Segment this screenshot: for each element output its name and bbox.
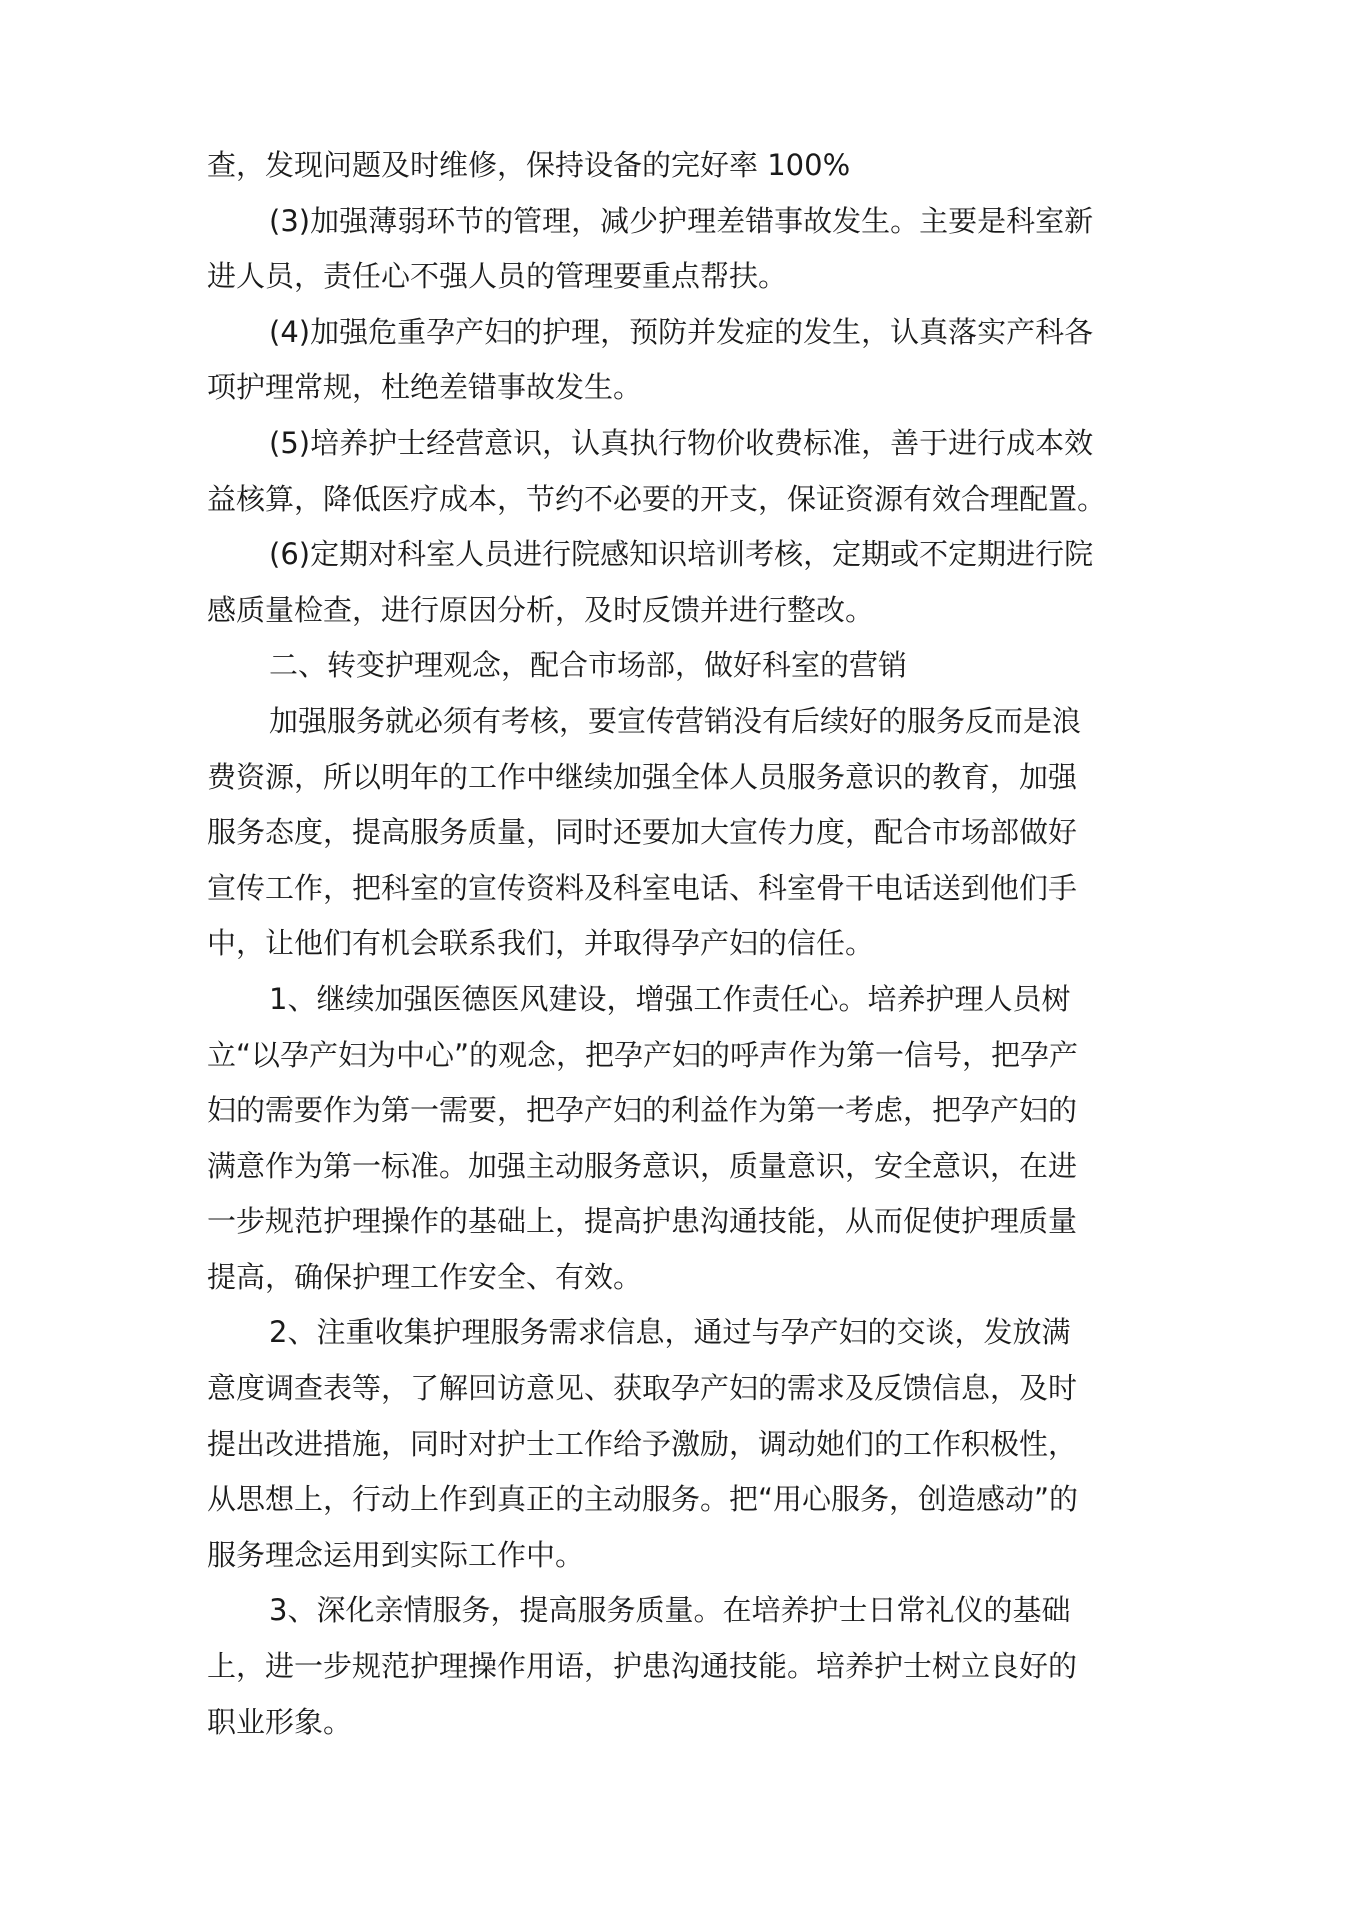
text-line: 费资源，所以明年的工作中继续加强全体人员服务意识的教育，加强 (207, 759, 1078, 794)
text-line: 意度调查表等，了解回访意见、获取孕产妇的需求及反馈信息，及时 (207, 1371, 1078, 1406)
text-line: 3、深化亲情服务，提高服务质量。在培养护士日常礼仪的基础 (269, 1593, 1071, 1628)
text-line: (3)加强薄弱环节的管理，减少护理差错事故发生。主要是科室新 (269, 203, 1094, 238)
text-line: 服务理念运用到实际工作中。 (207, 1537, 585, 1572)
text-line: 益核算，降低医疗成本，节约不必要的开支，保证资源有效合理配置。 (207, 481, 1107, 516)
text-line: 一步规范护理操作的基础上，提高护患沟通技能，从而促使护理质量 (207, 1204, 1078, 1239)
text-line: (5)培养护士经营意识，认真执行物价收费标准，善于进行成本效 (269, 425, 1094, 460)
text-line: 上，进一步规范护理操作用语，护患沟通技能。培养护士树立良好的 (207, 1649, 1078, 1684)
text-line: 感质量检查，进行原因分析，及时反馈并进行整改。 (207, 592, 875, 627)
text-line: 满意作为第一标准。加强主动服务意识，质量意识，安全意识，在进 (207, 1148, 1078, 1183)
text-line: 服务态度，提高服务质量，同时还要加大宣传力度，配合市场部做好 (207, 815, 1078, 850)
text-line: 职业形象。 (207, 1704, 353, 1739)
text-line: 提高，确保护理工作安全、有效。 (207, 1259, 643, 1294)
text-line: 妇的需要作为第一需要，把孕产妇的利益作为第一考虑，把孕产妇的 (207, 1093, 1078, 1128)
text-line: 进人员，责任心不强人员的管理要重点帮扶。 (207, 259, 788, 294)
text-line: 项护理常规，杜绝差错事故发生。 (207, 370, 643, 405)
text-line: 立“以孕产妇为中心”的观念，把孕产妇的呼声作为第一信号，把孕产 (207, 1037, 1079, 1072)
text-line: 提出改进措施，同时对护士工作给予激励，调动她们的工作积极性， (207, 1426, 1078, 1461)
text-line: (4)加强危重孕产妇的护理，预防并发症的发生，认真落实产科各 (269, 314, 1094, 349)
text-line: 1、继续加强医德医风建设，增强工作责任心。培养护理人员树 (269, 981, 1071, 1016)
text-line: 加强服务就必须有考核，要宣传营销没有后续好的服务反而是浪 (269, 703, 1082, 738)
document-body (207, 138, 1207, 1750)
text-line: 宣传工作，把科室的宣传资料及科室电话、科室骨干电话送到他们手 (207, 870, 1078, 905)
text-line: 2、注重收集护理服务需求信息，通过与孕产妇的交谈，发放满 (269, 1315, 1071, 1350)
text-line: 查，发现问题及时维修，保持设备的完好率 100% (207, 148, 851, 182)
text-line: 中，让他们有机会联系我们，并取得孕产妇的信任。 (207, 926, 875, 961)
text-line: (6)定期对科室人员进行院感知识培训考核，定期或不定期进行院 (269, 537, 1094, 572)
text-line: 二、转变护理观念，配合市场部，做好科室的营销 (269, 648, 908, 683)
text-line: 从思想上，行动上作到真正的主动服务。把“用心服务，创造感动”的 (207, 1482, 1079, 1517)
